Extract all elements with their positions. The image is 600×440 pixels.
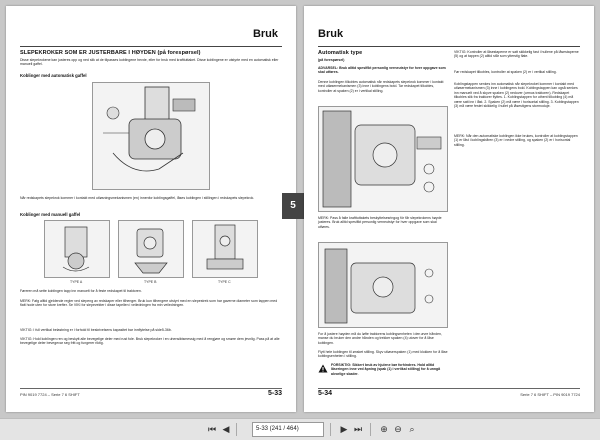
page-footer [318, 388, 580, 400]
toolbar-divider [330, 423, 331, 436]
warning-triangle-icon [318, 364, 328, 373]
manual-text: Føreren må sette koblingen tapp inn manuelt for å feste redskapet til traktoren. [20, 289, 142, 293]
subheading-manual: Koblinger med manuell gaffel [20, 212, 81, 217]
note-merk: MERK: Følg alltid gjeldende regler ved slepeng av redskaper eller tilhenger. Bruk kun tilhengere utstyrt med en slepestrek som har gaverne diameter som tappen med flatt hode uten for store krefter. Se VIKI for slepevekter i disse tapellen i veiledningen fra min veiledningen. [20, 299, 278, 308]
automatic-hitch-illustration [92, 82, 210, 190]
last-page-icon[interactable]: ⏭ [353, 424, 363, 434]
next-page-icon[interactable]: ▶ [340, 424, 348, 434]
note-viktig-1: VIKTIG: I full vertikal belastning er i forhold til beskrivelsens kapasitet bar innflytelse på side5-36b. [20, 328, 172, 332]
note-merk: MERK: Pass å falle krafttuttakets beskyttelsesringog fôr får slepekrokens høyde justeres. Bruk alltid spesifikt personlig verneutstyr for hver oppgave som skal utføres. [318, 216, 442, 229]
warning-advarsel: ADVARSEL: Bruk alltid spesifikt personlig verneutstyr for hver oppgave som skal utføres. [318, 66, 446, 75]
zoom-in-icon[interactable]: ⊕ [380, 424, 388, 434]
right-page [304, 6, 594, 412]
note-merk-2: MERK: Når den automatiske koblingen ikke brukes, kontroller at koblingstappen (1) er låst i koblingsbåren (3) er i nedre stilling, og spaken (2) er i horisontal stilling. [454, 134, 578, 147]
caption-automatic: Når redskapets slepekrok kommer i kontakt med utløsningsmekanismen (en) innenfor koblingsgaffel, låses koblingen i stillingen i redskapets slepekrok. [20, 196, 255, 200]
type-c-label: TYPE C [218, 280, 231, 284]
header-rule [20, 46, 282, 47]
left-page [6, 6, 296, 412]
automatic-type-illustration [318, 106, 448, 212]
footer-reference: Serie 7 6 SHIFT – PIN 9019 7724 [520, 392, 580, 397]
section-subtitle: (på forespørsel) [318, 58, 345, 62]
toolbar-divider [370, 423, 371, 436]
toolbar-divider [236, 423, 237, 436]
type-b-illustration [118, 220, 184, 278]
height-adjust-illustration [318, 242, 448, 328]
subheading-automatic: Koblinger med automatisk gaffel [20, 73, 87, 78]
page-footer [20, 388, 282, 400]
hitch-drawing [93, 83, 209, 189]
caution-forsiktig: FORSIKTIG: Sikkert bruk av hjulene bør forhindres. Hold alltid låseringen inne ved åpning (spak (1) i vertikal stilling) for å unngå alvorlige skader. [331, 363, 441, 376]
steps-text: Koblingstappen senkes inn automatisk når slepekroket kommer i kontakt med utløsermekanismen (3) inne i koblingens bold. Koblingstappen kan også senkes inn manuelt ved å skyve spaken (2) nedover (urmus traktoren). Redskapet tilkobles slik fra traktorer flyttes. 1. Koblingstappen for uthent tilkobling (4) må være satt inn i låst. 2. Spaken (2) må være i horisontal stilling. 3. Koblingstappen (3) må være festet skikkelig i hullet på låsestigens stormoduje. [454, 82, 579, 109]
body-text-2: For å justere høyden må du løfte traktorens koblingsenheten i den øvre hånden, manse du bruker den andre hånden og trekker spaken (4) utover for å låse koblingen. [318, 332, 442, 345]
intro-text: Disse slepekrokene kan justeres opp og ned slik at de tilpasses koblingene hevde, eller for bruk med krafttuttaket. Disse koblingene er utstyrte med en automatisk eller manuell gaffel. [20, 58, 279, 67]
page-number: 5-34 [318, 390, 333, 397]
header-rule [318, 46, 580, 47]
page-header [304, 26, 594, 46]
page-header-title: Bruk [318, 28, 344, 40]
section-title: Automatisk type [318, 50, 363, 56]
type-a-illustration [44, 220, 110, 278]
search-icon[interactable]: ⌕ [409, 424, 415, 434]
viewer-toolbar [0, 418, 600, 440]
note-viktig-2: VIKTIG: Hold koblingen ren og beskytt alle bevegelige deler med rust fole. Bruk slepekroker i en uhensiktsmessig med å rengjøre og smøre dem jevnlig. Pass på at alle bevegelige deler bevegevar seg fritt og fungerer riktig. [20, 337, 280, 346]
page-header [6, 26, 296, 46]
previous-page-icon[interactable]: ◀ [222, 424, 230, 434]
footer-reference: PIN 9019 7724 – Serie 7 6 SHIFT [20, 392, 80, 397]
body-text-3: Flytt hele koblingen til ønsket stilling. Skyv utløserspaken (1) med klokken for å låse koblingsenheten i stilling. [318, 350, 448, 359]
page-number: 5-33 [267, 390, 282, 397]
note-viktig-right: VIKTIG: Kontroller at låsestaperne er satt skikkelig fast i hullene på låsestaperne (5) og at tappen (2) alltid står som ytterstig flate. [454, 50, 579, 59]
list-intro: Før redskapet tilkobles, kontroller at spaken (2) er i vertikal stilling. [454, 70, 557, 74]
body-text-1: Denne koblingen tilkobles automatisk når redskapets slepekrok kommer i kontakt med utløsermekanismen (3) inne i koblingens botd. Tar redskapet tilkobles, kontroller at spaken (2) er i vertikal stilling. [318, 80, 444, 93]
page-indicator-input[interactable]: 5-33 (241 / 464) [252, 422, 324, 437]
section-tab: 5 [282, 193, 304, 219]
zoom-out-icon[interactable]: ⊖ [394, 424, 402, 434]
section-title: SLEPEKROKER SOM ER JUSTERBARE I HØYDEN (på forespørsel) [20, 50, 201, 56]
page-header-title: Bruk [252, 28, 278, 40]
first-page-icon[interactable]: ⏮ [207, 424, 217, 434]
type-a-label: TYPE A [70, 280, 83, 284]
type-b-label: TYPE B [144, 280, 157, 284]
type-c-illustration [192, 220, 258, 278]
